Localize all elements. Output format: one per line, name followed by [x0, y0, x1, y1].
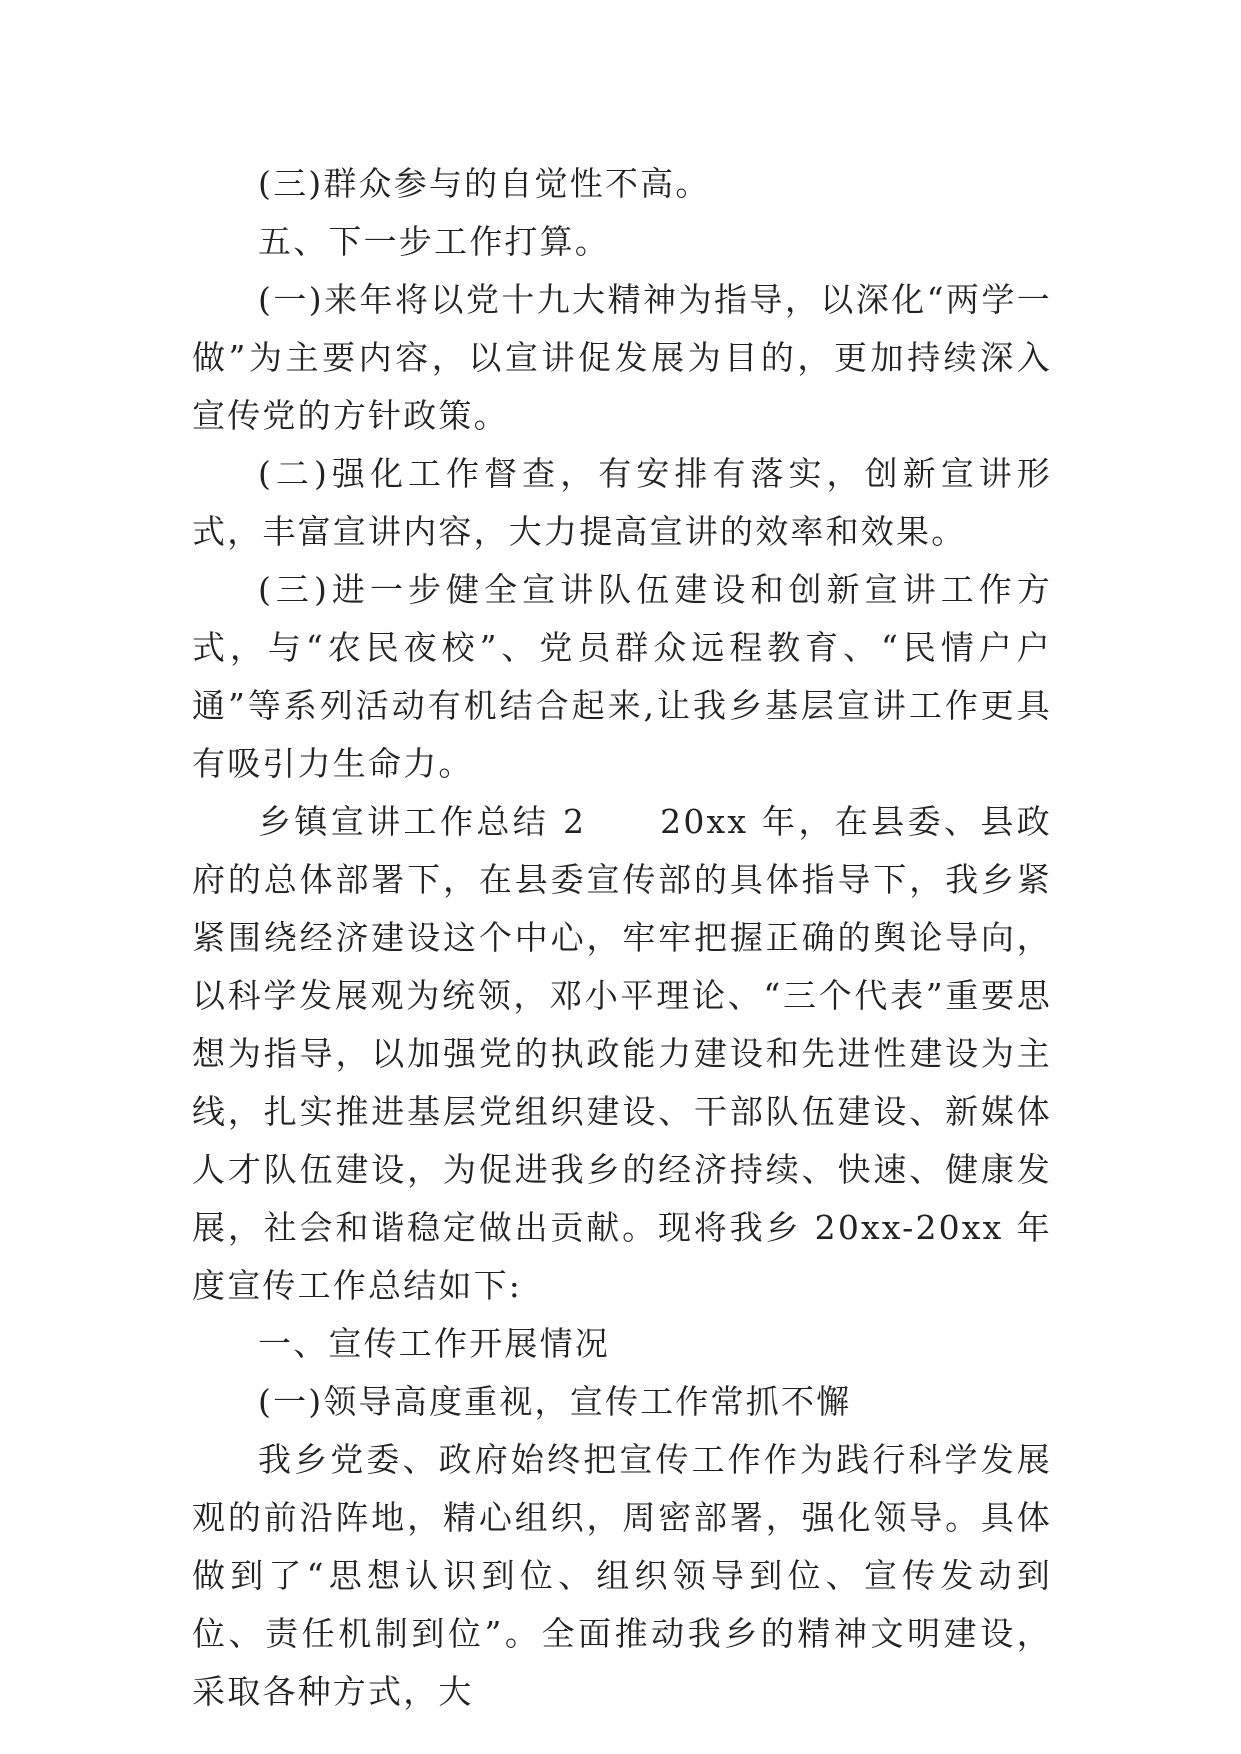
- paragraph-8: (一)领导高度重视，宣传工作常抓不懈: [258, 1382, 852, 1421]
- paragraph-4: (二)强化工作督查，有安排有落实，创新宣讲形式，丰富宣讲内容，大力提高宣讲的效率和效果。: [192, 454, 1052, 551]
- paragraph-5: (三)进一步健全宣讲队伍建设和创新宣讲工作方式，与“农民夜校”、党员群众远程教育、“民情户户通”等系列活动有机结合起来,让我乡基层宣讲工作更具有吸引力生命力。: [192, 570, 1052, 783]
- paragraph-3: (一)来年将以党十九大精神为指导，以深化“两学一做”为主要内容，以宣讲促发展为目的，更加持续深入宣传党的方针政策。: [192, 280, 1052, 435]
- document-body: [192, 155, 1052, 1721]
- paragraph-7: 一、宣传工作开展情况: [258, 1324, 610, 1363]
- paragraph-2: 五、下一步工作打算。: [258, 222, 610, 261]
- paragraph-6: 乡镇宣讲工作总结 2 20xx 年，在县委、县政府的总体部署下，在县委宣传部的具体指导下，我乡紧紧围绕经济建设这个中心，牢牢把握正确的舆论导向，以科学发展观为统领，邓小平理论、“三个代表”重要思想为指导，以加强党的执政能力建设和先进性建设为主线，扎实推进基层党组织建设、干部队伍建设、新媒体人才队伍建设，为促进我乡的经济持续、快速、健康发展，社会和谐稳定做出贡献。现将我乡 20xx-20xx 年度宣传工作总结如下:: [192, 802, 1052, 1305]
- paragraph-1: (三)群众参与的自觉性不高。: [258, 164, 711, 203]
- paragraph-9: 我乡党委、政府始终把宣传工作作为践行科学发展观的前沿阵地，精心组织，周密部署，强化领导。具体做到了“思想认识到位、组织领导到位、宣传发动到位、责任机制到位”。全面推动我乡的精神文明建设，采取各种方式，大: [192, 1440, 1052, 1711]
